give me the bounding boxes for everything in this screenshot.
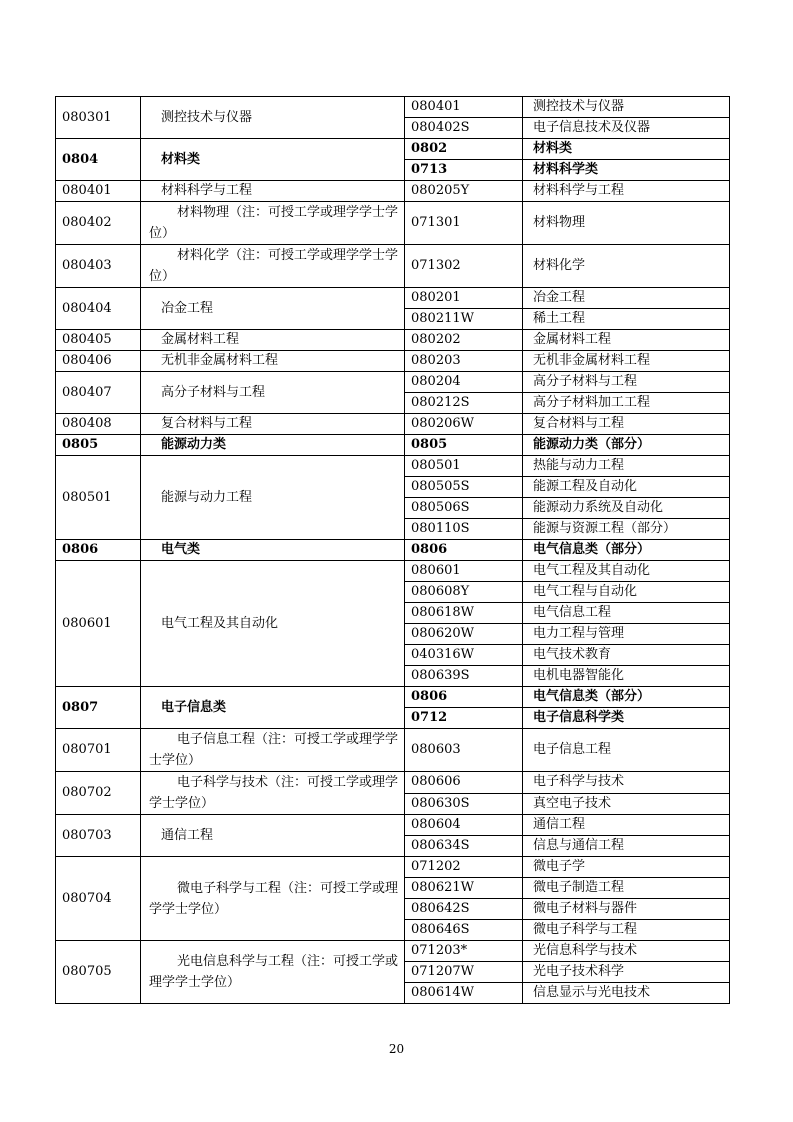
old-major-code: 080204 xyxy=(405,372,523,393)
new-major-name: 金属材料工程 xyxy=(141,330,405,351)
new-major-code: 0806 xyxy=(56,540,141,561)
new-major-code: 080702 xyxy=(56,772,141,815)
new-major-code: 080601 xyxy=(56,561,141,687)
new-major-name: 测控技术与仪器 xyxy=(141,97,405,139)
table-row xyxy=(56,729,730,772)
table-row xyxy=(56,372,730,393)
old-major-code: 080401 xyxy=(405,97,523,118)
old-major-code: 080604 xyxy=(405,815,523,836)
old-major-code: 080646S xyxy=(405,920,523,941)
new-major-name: 微电子科学与工程（注：可授工学或理学学士学位） xyxy=(141,857,405,941)
table-row xyxy=(56,414,730,435)
old-major-name: 能源与资源工程（部分） xyxy=(523,519,730,540)
old-major-code: 071207W xyxy=(405,962,523,983)
old-major-code: 080639S xyxy=(405,666,523,687)
new-major-code: 080405 xyxy=(56,330,141,351)
new-major-name: 材料化学（注：可授工学或理学学士学位） xyxy=(141,245,405,288)
old-major-name: 金属材料工程 xyxy=(523,330,730,351)
old-major-name: 稀土工程 xyxy=(523,309,730,330)
old-major-name: 复合材料与工程 xyxy=(523,414,730,435)
old-major-name: 电力工程与管理 xyxy=(523,624,730,645)
old-major-name: 能源工程及自动化 xyxy=(523,477,730,498)
old-major-name: 能源动力系统及自动化 xyxy=(523,498,730,519)
new-major-code: 080401 xyxy=(56,181,141,202)
table-row xyxy=(56,772,730,794)
new-major-code: 080404 xyxy=(56,288,141,330)
new-major-code: 080703 xyxy=(56,815,141,857)
old-major-code: 080202 xyxy=(405,330,523,351)
old-major-name: 电子信息科学类 xyxy=(523,708,730,729)
old-major-code: 0712 xyxy=(405,708,523,729)
table-row xyxy=(56,245,730,288)
old-major-code: 0806 xyxy=(405,687,523,708)
old-major-name: 电气技术教育 xyxy=(523,645,730,666)
old-major-name: 电气工程与自动化 xyxy=(523,582,730,603)
new-major-code: 080501 xyxy=(56,456,141,540)
new-major-name: 冶金工程 xyxy=(141,288,405,330)
old-major-code: 080621W xyxy=(405,878,523,899)
old-major-code: 071301 xyxy=(405,202,523,245)
old-major-name: 高分子材料加工工程 xyxy=(523,393,730,414)
new-major-name: 无机非金属材料工程 xyxy=(141,351,405,372)
table-body xyxy=(56,97,730,1004)
new-major-name: 能源动力类 xyxy=(141,435,405,456)
table-row xyxy=(56,857,730,878)
old-major-name: 信息显示与光电技术 xyxy=(523,983,730,1004)
old-major-code: 0806 xyxy=(405,540,523,561)
table-row xyxy=(56,330,730,351)
old-major-name: 微电子制造工程 xyxy=(523,878,730,899)
new-major-code: 080407 xyxy=(56,372,141,414)
old-major-code: 080620W xyxy=(405,624,523,645)
old-major-code: 080618W xyxy=(405,603,523,624)
new-major-name: 通信工程 xyxy=(141,815,405,857)
old-major-code: 071202 xyxy=(405,857,523,878)
new-major-code: 080704 xyxy=(56,857,141,941)
old-major-name: 测控技术与仪器 xyxy=(523,97,730,118)
new-major-name: 电子科学与技术（注：可授工学或理学学士学位） xyxy=(141,772,405,815)
old-major-name: 真空电子技术 xyxy=(523,793,730,815)
old-major-name: 光电子技术科学 xyxy=(523,962,730,983)
old-major-name: 电气工程及其自动化 xyxy=(523,561,730,582)
new-major-name: 材料类 xyxy=(141,139,405,181)
table-row xyxy=(56,181,730,202)
table-row xyxy=(56,351,730,372)
old-major-name: 电子科学与技术 xyxy=(523,772,730,794)
new-major-code: 080701 xyxy=(56,729,141,772)
new-major-code: 0807 xyxy=(56,687,141,729)
old-major-name: 微电子材料与器件 xyxy=(523,899,730,920)
new-major-name: 高分子材料与工程 xyxy=(141,372,405,414)
old-major-code: 080642S xyxy=(405,899,523,920)
old-major-name: 光信息科学与技术 xyxy=(523,941,730,962)
old-major-name: 电气信息类（部分） xyxy=(523,687,730,708)
old-major-code: 080506S xyxy=(405,498,523,519)
page-number: 20 xyxy=(388,1042,405,1056)
old-major-code: 080402S xyxy=(405,118,523,139)
table-row xyxy=(56,687,730,708)
old-major-code: 080614W xyxy=(405,983,523,1004)
old-major-code: 080501 xyxy=(405,456,523,477)
old-major-code: 080505S xyxy=(405,477,523,498)
new-major-name: 电气工程及其自动化 xyxy=(141,561,405,687)
old-major-code: 0802 xyxy=(405,139,523,160)
new-major-name: 电气类 xyxy=(141,540,405,561)
old-major-code: 080608Y xyxy=(405,582,523,603)
old-major-code: 0713 xyxy=(405,160,523,181)
table-row xyxy=(56,435,730,456)
old-major-code: 071302 xyxy=(405,245,523,288)
table-row xyxy=(56,202,730,245)
old-major-name: 冶金工程 xyxy=(523,288,730,309)
new-major-name: 复合材料与工程 xyxy=(141,414,405,435)
old-major-code: 080603 xyxy=(405,729,523,772)
new-major-code: 0805 xyxy=(56,435,141,456)
old-major-name: 微电子学 xyxy=(523,857,730,878)
old-major-name: 电机电器智能化 xyxy=(523,666,730,687)
new-major-code: 080408 xyxy=(56,414,141,435)
new-major-name: 光电信息科学与工程（注：可授工学或理学学士学位） xyxy=(141,941,405,1004)
old-major-name: 材料科学与工程 xyxy=(523,181,730,202)
old-major-code: 080205Y xyxy=(405,181,523,202)
old-major-name: 材料化学 xyxy=(523,245,730,288)
new-major-code: 0804 xyxy=(56,139,141,181)
table-row xyxy=(56,561,730,582)
old-major-name: 材料科学类 xyxy=(523,160,730,181)
new-major-code: 080301 xyxy=(56,97,141,139)
table-row xyxy=(56,288,730,309)
old-major-name: 通信工程 xyxy=(523,815,730,836)
table-row xyxy=(56,540,730,561)
old-major-code: 071203* xyxy=(405,941,523,962)
major-mapping-table xyxy=(55,96,730,1004)
new-major-name: 能源与动力工程 xyxy=(141,456,405,540)
old-major-code: 080634S xyxy=(405,836,523,857)
old-major-name: 高分子材料与工程 xyxy=(523,372,730,393)
table-row xyxy=(56,456,730,477)
old-major-code: 080606 xyxy=(405,772,523,794)
old-major-code: 0805 xyxy=(405,435,523,456)
new-major-name: 电子信息工程（注：可授工学或理学学士学位） xyxy=(141,729,405,772)
old-major-name: 材料物理 xyxy=(523,202,730,245)
old-major-code: 080211W xyxy=(405,309,523,330)
old-major-name: 信息与通信工程 xyxy=(523,836,730,857)
new-major-code: 080403 xyxy=(56,245,141,288)
table-row xyxy=(56,139,730,160)
old-major-code: 080601 xyxy=(405,561,523,582)
table-row xyxy=(56,941,730,962)
table-row xyxy=(56,815,730,836)
new-major-code: 080705 xyxy=(56,941,141,1004)
old-major-code: 040316W xyxy=(405,645,523,666)
old-major-code: 080212S xyxy=(405,393,523,414)
new-major-code: 080402 xyxy=(56,202,141,245)
old-major-code: 080110S xyxy=(405,519,523,540)
old-major-name: 无机非金属材料工程 xyxy=(523,351,730,372)
old-major-name: 电子信息技术及仪器 xyxy=(523,118,730,139)
old-major-name: 微电子科学与工程 xyxy=(523,920,730,941)
old-major-name: 电气信息类（部分） xyxy=(523,540,730,561)
new-major-name: 电子信息类 xyxy=(141,687,405,729)
old-major-code: 080203 xyxy=(405,351,523,372)
old-major-code: 080630S xyxy=(405,793,523,815)
old-major-name: 电子信息工程 xyxy=(523,729,730,772)
old-major-name: 能源动力类（部分） xyxy=(523,435,730,456)
new-major-name: 材料物理（注：可授工学或理学学士学位） xyxy=(141,202,405,245)
new-major-name: 材料科学与工程 xyxy=(141,181,405,202)
new-major-code: 080406 xyxy=(56,351,141,372)
old-major-name: 材料类 xyxy=(523,139,730,160)
old-major-code: 080201 xyxy=(405,288,523,309)
table-row xyxy=(56,97,730,118)
old-major-name: 热能与动力工程 xyxy=(523,456,730,477)
old-major-code: 080206W xyxy=(405,414,523,435)
old-major-name: 电气信息工程 xyxy=(523,603,730,624)
